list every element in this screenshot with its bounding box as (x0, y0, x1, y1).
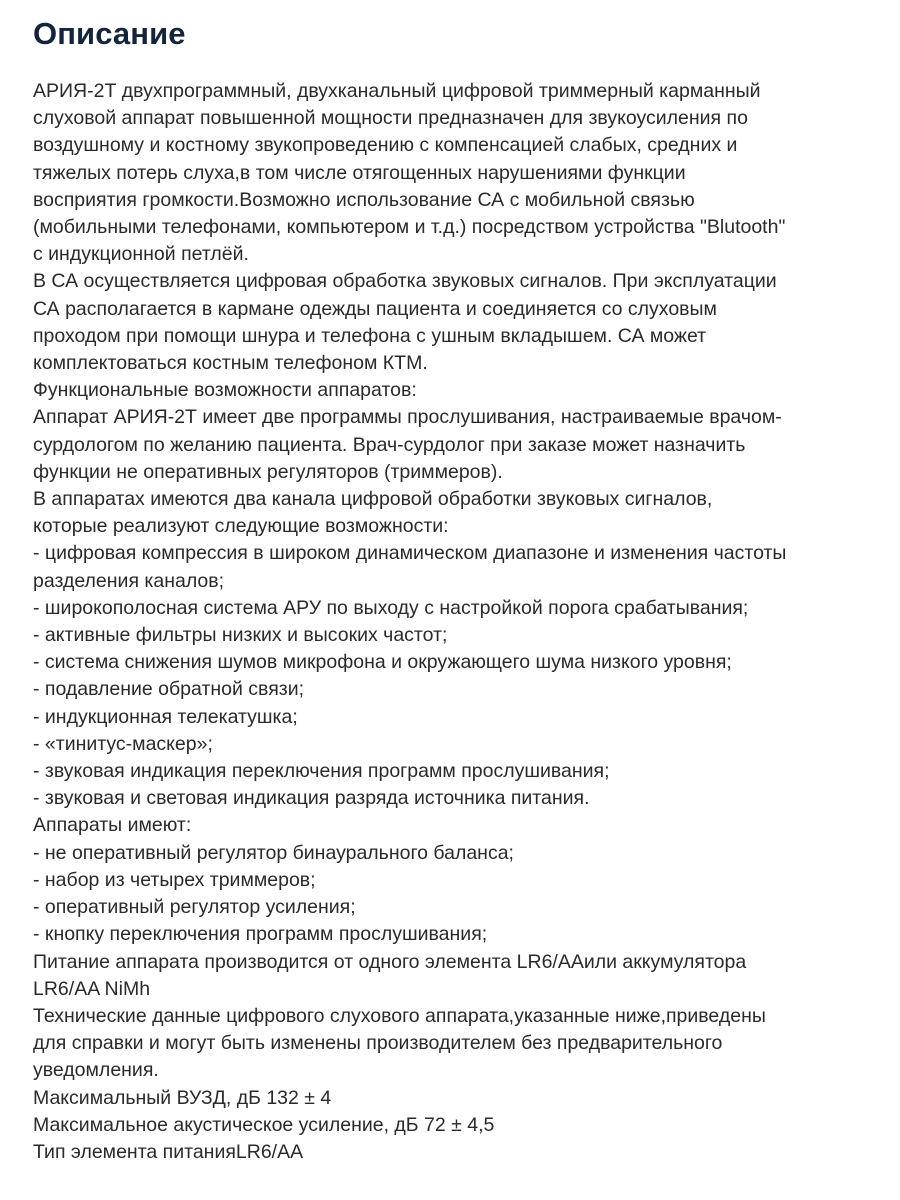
description-line: для справки и могут быть изменены производителем без предварительного (33, 1032, 723, 1055)
description-line: - «тинитус-маскер»; (33, 732, 213, 755)
description-line: уведомления. (33, 1059, 159, 1082)
description-text (33, 78, 883, 1166)
description-line: В аппаратах имеются два канала цифровой обработки звуковых сигналов, (33, 488, 713, 511)
description-line: - оперативный регулятор усиления; (33, 896, 356, 919)
page-title: Описание (33, 16, 186, 51)
description-line: восприятия громкости.Возможно использование СА с мобильной связью (33, 188, 695, 211)
description-line: - звуковая индикация переключения программ прослушивания; (33, 760, 610, 783)
description-line: АРИЯ-2Т двухпрограммный, двухканальный цифровой триммерный карманный (33, 80, 761, 102)
description-line: тяжелых потерь слуха,в том числе отягощенных нарушениями функции (33, 161, 686, 184)
description-line: - цифровая компрессия в широком динамическом диапазоне и изменения частоты (33, 542, 787, 565)
description-line: которые реализуют следующие возможности: (33, 515, 449, 538)
description-line: - широкополосная система АРУ по выходу с настройкой порога срабатывания; (33, 596, 749, 619)
description-line: Функциональные возможности аппаратов: (33, 379, 417, 402)
description-line: комплектоваться костным телефоном КТМ. (33, 352, 428, 375)
description-line: - кнопку переключения программ прослушивания; (33, 923, 488, 946)
description-line: Питание аппарата производится от одного элемента LR6/AAили аккумулятора (33, 950, 747, 973)
description-line: слуховой аппарат повышенной мощности предназначен для звукоусиления по (33, 107, 748, 130)
description-line: разделения каналов; (33, 569, 225, 592)
description-line: Максимальный ВУЗД, дБ 132 ± 4 (33, 1086, 332, 1109)
description-line: сурдологом по желанию пациента. Врач-сурдолог при заказе может назначить (33, 433, 746, 456)
description-line: (мобильными телефонами, компьютером и т.д.) посредством устройства "Blutooth" (33, 216, 786, 239)
description-line: СА располагается в кармане одежды пациента и соединяется со слуховым (33, 297, 717, 320)
description-line: с индукционной петлёй. (33, 243, 249, 266)
description-line: LR6/AA NiMh (33, 977, 151, 1000)
description-line: воздушному и костному звукопроведению с компенсацией слабых, средних и (33, 134, 738, 157)
description-line: Технические данные цифрового слухового аппарата,указанные ниже,приведены (33, 1004, 766, 1027)
description-line: - не оперативный регулятор бинаурального баланса; (33, 841, 514, 864)
description-line: проходом при помощи шнура и телефона с ушным вкладышем. СА может (33, 324, 707, 347)
description-line: В СА осуществляется цифровая обработка звуковых сигналов. При эксплуатации (33, 270, 777, 293)
description-line: Тип элемента питанияLR6/AA (33, 1140, 304, 1163)
description-line: Аппарат АРИЯ-2Т имеет две программы прослушивания, настраиваемые врачом- (33, 406, 782, 429)
description-line: - индукционная телекатушка; (33, 705, 298, 728)
description-line: - система снижения шумов микрофона и окружающего шума низкого уровня; (33, 651, 732, 674)
description-line: функции не оперативных регуляторов (триммеров). (33, 460, 503, 483)
description-line: Аппараты имеют: (33, 814, 192, 837)
description-line: - активные фильтры низких и высоких частот; (33, 624, 448, 647)
description-line: - подавление обратной связи; (33, 678, 305, 701)
description-line: - набор из четырех триммеров; (33, 868, 316, 891)
description-line: - звуковая и световая индикация разряда источника питания. (33, 787, 590, 810)
description-line: Максимальное акустическое усиление, дБ 72 ± 4,5 (33, 1113, 495, 1136)
